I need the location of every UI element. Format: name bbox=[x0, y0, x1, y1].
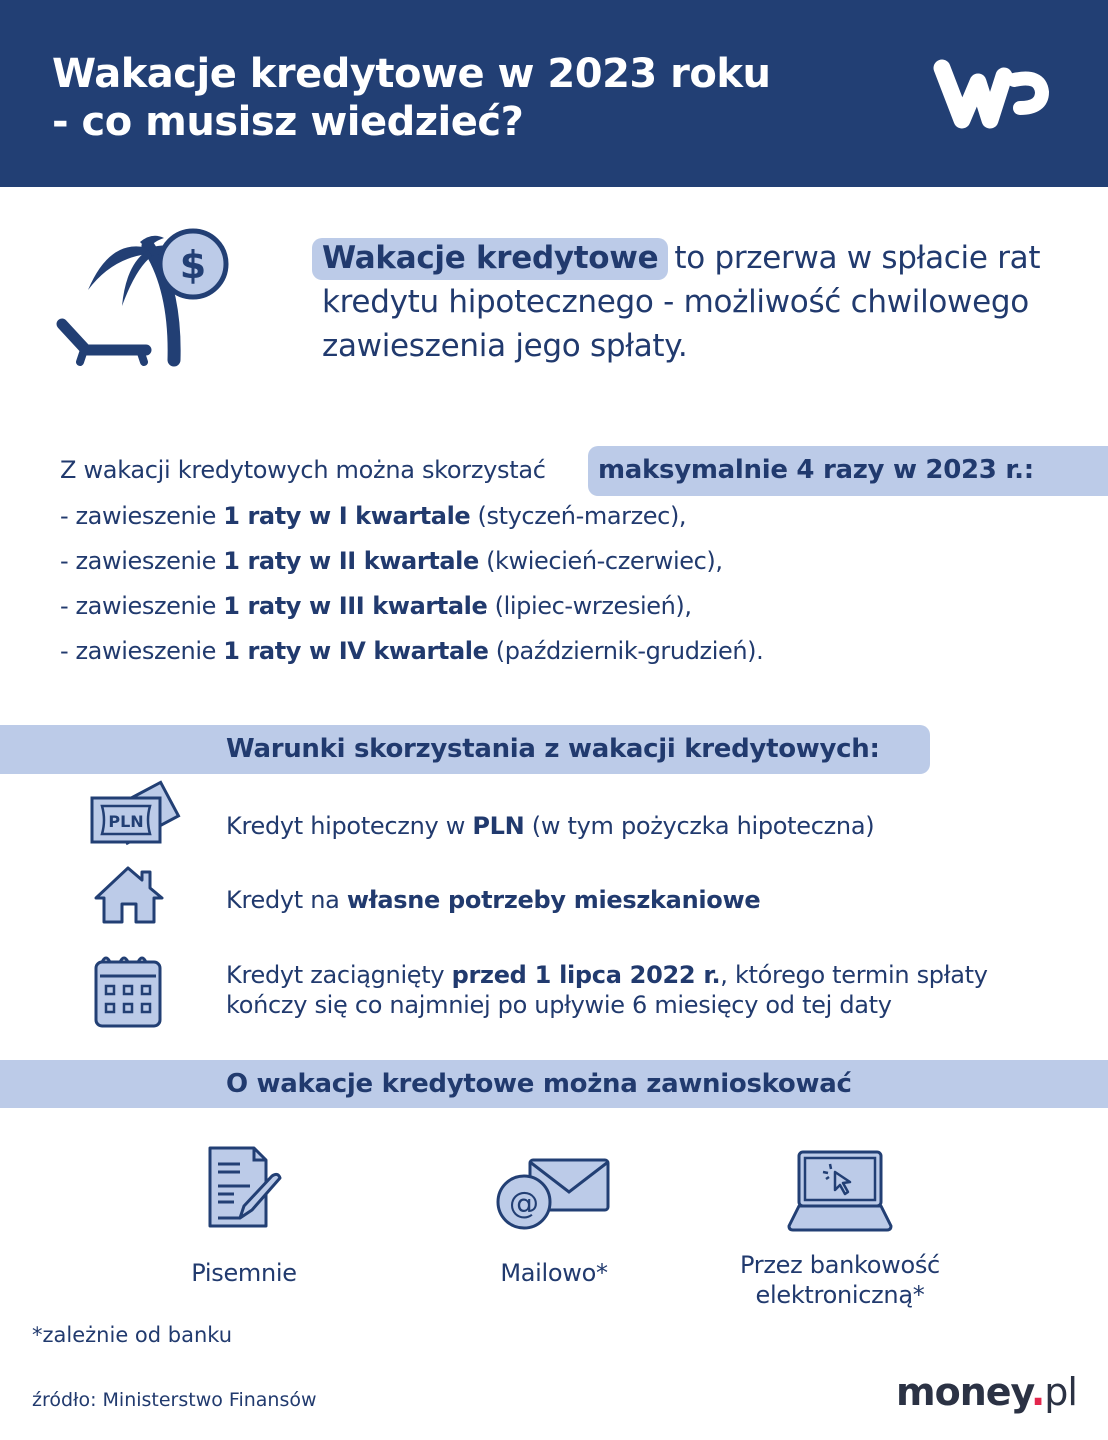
calendar-icon bbox=[86, 952, 182, 1032]
money-pl-logo: money.pl bbox=[896, 1370, 1077, 1414]
footnote: *zależnie od banku bbox=[32, 1323, 233, 1347]
house-icon bbox=[86, 862, 182, 942]
header-banner bbox=[0, 0, 1108, 187]
condition-housing: Kredyt na własne potrzeby mieszkaniowe bbox=[226, 886, 761, 914]
method-label: Pisemnie bbox=[191, 1259, 297, 1287]
intro-definition bbox=[322, 236, 1062, 368]
list-item: - zawieszenie 1 raty w III kwartale (lipiec-wrzesień), bbox=[60, 592, 692, 620]
method-label-line-1: Przez bankowość bbox=[740, 1251, 940, 1279]
quarter-list bbox=[60, 494, 763, 674]
condition-date: Kredyt zaciągnięty przed 1 lipca 2022 r., którego termin spłaty kończy się co najmniej po upływie 6 miesięcy od tej daty bbox=[226, 961, 988, 1019]
document-pencil-icon bbox=[204, 1146, 284, 1230]
wp-logo-icon bbox=[928, 56, 1052, 132]
svg-text:PLN: PLN bbox=[108, 812, 144, 831]
conditions-title: Warunki skorzystania z wakacji kredytowych: bbox=[226, 734, 880, 764]
email-at-icon bbox=[494, 1156, 614, 1230]
highlight-term: Wakacje kredytowe bbox=[312, 238, 668, 280]
title-line-1: Wakacje kredytowe w 2023 roku bbox=[52, 51, 771, 97]
condition-pln: Kredyt hipoteczny w PLN (w tym pożyczka hipoteczna) bbox=[226, 812, 875, 840]
methods-title: O wakacje kredytowe można zawnioskować bbox=[226, 1069, 852, 1099]
methods-header-band bbox=[0, 1060, 1108, 1108]
pln-banknotes-icon bbox=[86, 778, 182, 858]
list-item: - zawieszenie 1 raty w I kwartale (styczeń-marzec), bbox=[60, 502, 687, 530]
limit-lead: Z wakacji kredytowych można skorzystać bbox=[60, 456, 546, 484]
title-line-2: - co musisz wiedzieć? bbox=[52, 99, 524, 145]
method-label-line-2: elektroniczną* bbox=[755, 1281, 925, 1309]
svg-text:@: @ bbox=[509, 1186, 539, 1221]
list-item: - zawieszenie 1 raty w II kwartale (kwiecień-czerwiec), bbox=[60, 547, 723, 575]
intro-body: to przerwa w spłacie rat kredytu hipotecznego - możliwość chwilowego zawieszenia jego spłaty. bbox=[322, 240, 1041, 364]
svg-text:$: $ bbox=[179, 243, 207, 287]
conditions-header-band bbox=[0, 725, 930, 774]
list-item: - zawieszenie 1 raty w IV kwartale (październik-grudzień). bbox=[60, 637, 764, 665]
method-written bbox=[164, 1146, 324, 1288]
method-label: Mailowo* bbox=[500, 1259, 608, 1287]
palm-tree-lounger-dollar-icon bbox=[52, 228, 236, 368]
source-credit: źródło: Ministerstwo Finansów bbox=[32, 1389, 317, 1411]
method-online-banking bbox=[720, 1150, 960, 1310]
limit-highlight-text: maksymalnie 4 razy w 2023 r.: bbox=[598, 455, 1034, 485]
laptop-cursor-icon bbox=[785, 1150, 895, 1232]
page-title bbox=[52, 50, 770, 146]
method-email bbox=[464, 1156, 644, 1288]
